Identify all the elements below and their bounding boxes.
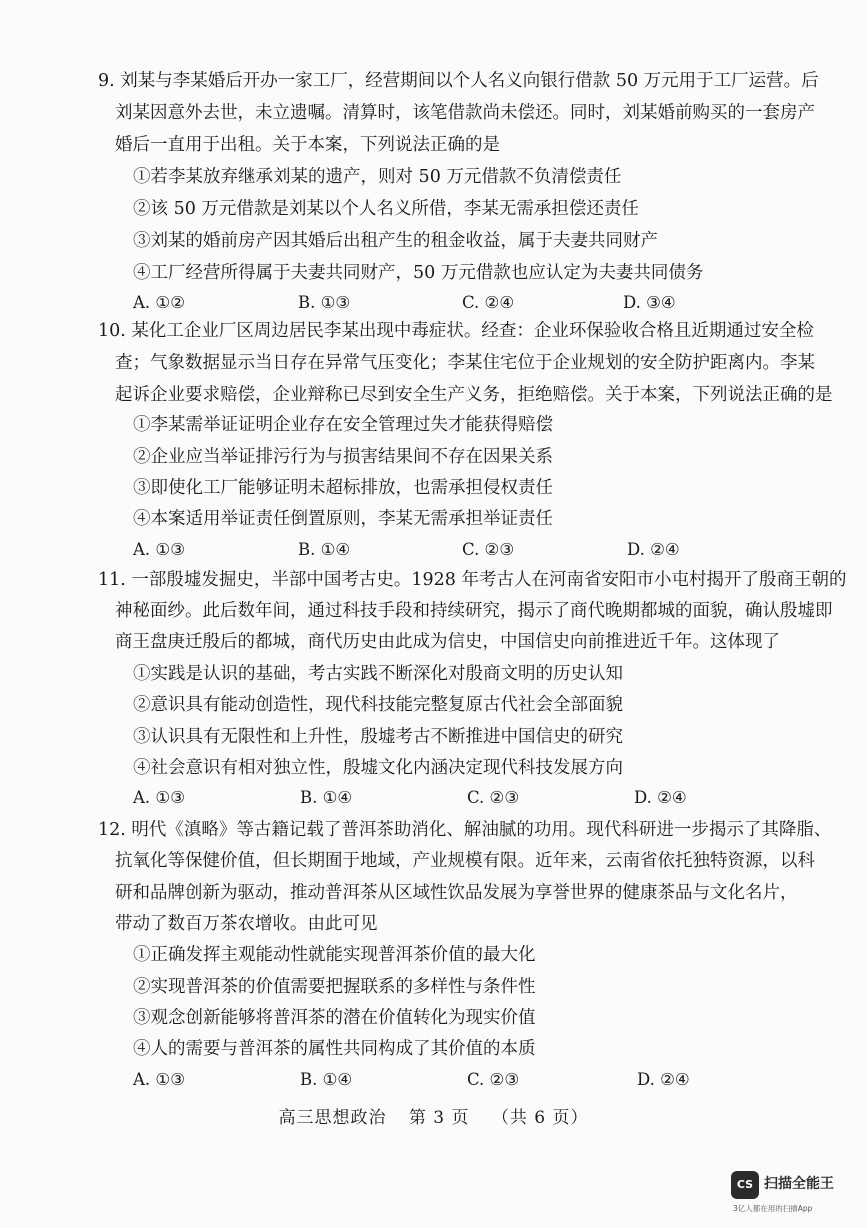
footer-total-pages: （共 6 页） [491,1108,589,1128]
question-stem-line: 起诉企业要求赔偿，企业辩称已尽到安全生产义务，拒绝赔偿。关于本案，下列说法正确的是 [115,385,833,405]
page-footer [0,1103,867,1128]
question-stem-line: 10. 某化工企业厂区周边居民李某出现中毒症状。经查：企业环保验收合格且近期通过安全检 [98,321,814,341]
answer-choice-a: A. ①③ [133,788,185,807]
camscanner-logo-icon: CS [731,1171,759,1199]
answer-choice-d: D. ②④ [637,1070,690,1089]
footer-page-number: 第 3 页 [408,1108,470,1128]
watermark-tagline: 3亿人都在用的扫描App [733,1204,813,1213]
statement-option: ④社会意识有相对独立性，殷墟文化内涵决定现代科技发展方向 [133,758,623,778]
statement-option: ②实现普洱茶的价值需要把握联系的多样性与条件性 [133,977,536,997]
question-stem-line: 12. 明代《滇略》等古籍记载了普洱茶助消化、解油腻的功用。现代科研进一步揭示了其降脂、 [98,820,832,840]
answer-choice-a: A. ①③ [133,1070,185,1089]
statement-option: ②企业应当举证排污行为与损害结果间不存在因果关系 [133,447,553,467]
statement-option: ②该 50 万元借款是刘某以个人名义所借，李某无需承担偿还责任 [133,199,639,219]
statement-option: ④本案适用举证责任倒置原则，李某无需承担举证责任 [133,509,553,529]
answer-choice-d: D. ②④ [627,540,680,559]
answer-choice-d: D. ③④ [623,293,676,312]
statement-option: ①李某需举证证明企业存在安全管理过失才能获得赔偿 [133,415,553,435]
statement-option: ③认识具有无限性和上升性，殷墟考古不断推进中国信史的研究 [133,727,623,747]
answer-choice-b: B. ①④ [300,788,353,807]
question-stem-line: 商王盘庚迁殷后的都城，商代历史由此成为信史，中国信史向前推进近千年。这体现了 [115,632,780,652]
footer-subject: 高三思想政治 [278,1108,387,1128]
statement-option: ③即使化工厂能够证明未超标排放，也需承担侵权责任 [133,478,553,498]
answer-choice-c: C. ②③ [467,1070,520,1089]
answer-choice-a: A. ①② [133,293,185,312]
answer-choice-b: B. ①④ [300,1070,353,1089]
answer-choice-a: A. ①③ [133,540,185,559]
question-stem-line: 神秘面纱。此后数年间，通过科技手段和持续研究，揭示了商代晚期都城的面貌，确认殷墟即 [115,601,833,621]
statement-option: ③观念创新能够将普洱茶的潜在价值转化为现实价值 [133,1008,536,1028]
question-stem-line: 9. 刘某与李某婚后开办一家工厂，经营期间以个人名义向银行借款 50 万元用于工厂运营。后 [98,71,819,91]
statement-option: ③刘某的婚前房产因其婚后出租产生的租金收益，属于夫妻共同财产 [133,231,658,251]
statement-option: ②意识具有能动创造性，现代科技能完整复原古代社会全部面貌 [133,695,623,715]
answer-choice-b: B. ①④ [298,540,351,559]
question-stem-line: 11. 一部殷墟发掘史，半部中国考古史。1928 年考古人在河南省安阳市小屯村揭开了殷商王朝的 [98,570,847,590]
statement-option: ①实践是认识的基础，考古实践不断深化对殷商文明的历史认知 [133,664,623,684]
answer-choice-d: D. ②④ [634,788,687,807]
scanner-watermark [731,1168,853,1216]
answer-choice-c: C. ②③ [462,540,515,559]
question-stem-line: 刘某因意外去世，未立遗嘱。清算时，该笔借款尚未偿还。同时，刘某婚前购买的一套房产 [115,103,815,123]
question-stem-line: 婚后一直用于出租。关于本案，下列说法正确的是 [115,135,500,155]
answer-choice-c: C. ②④ [462,293,515,312]
answer-choice-b: B. ①③ [298,293,351,312]
watermark-app-name: 扫描全能王 [764,1176,834,1192]
statement-option: ①正确发挥主观能动性就能实现普洱茶价值的最大化 [133,945,536,965]
question-stem-line: 查；气象数据显示当日存在异常气压变化；李某住宅位于企业规划的安全防护距离内。李某 [115,353,815,373]
question-stem-line: 抗氧化等保健价值，但长期囿于地域，产业规模有限。近年来，云南省依托独特资源，以科 [115,851,815,871]
answer-choice-c: C. ②③ [467,788,520,807]
statement-option: ④人的需要与普洱茶的属性共同构成了其价值的本质 [133,1039,536,1059]
statement-option: ①若李某放弃继承刘某的遗产，则对 50 万元借款不负清偿责任 [133,167,622,187]
question-stem-line: 研和品牌创新为驱动，推动普洱茶从区域性饮品发展为享誉世界的健康茶品与文化名片， [115,883,798,903]
question-stem-line: 带动了数百万茶农增收。由此可见 [115,914,378,934]
statement-option: ④工厂经营所得属于夫妻共同财产，50 万元借款也应认定为夫妻共同债务 [133,263,704,283]
